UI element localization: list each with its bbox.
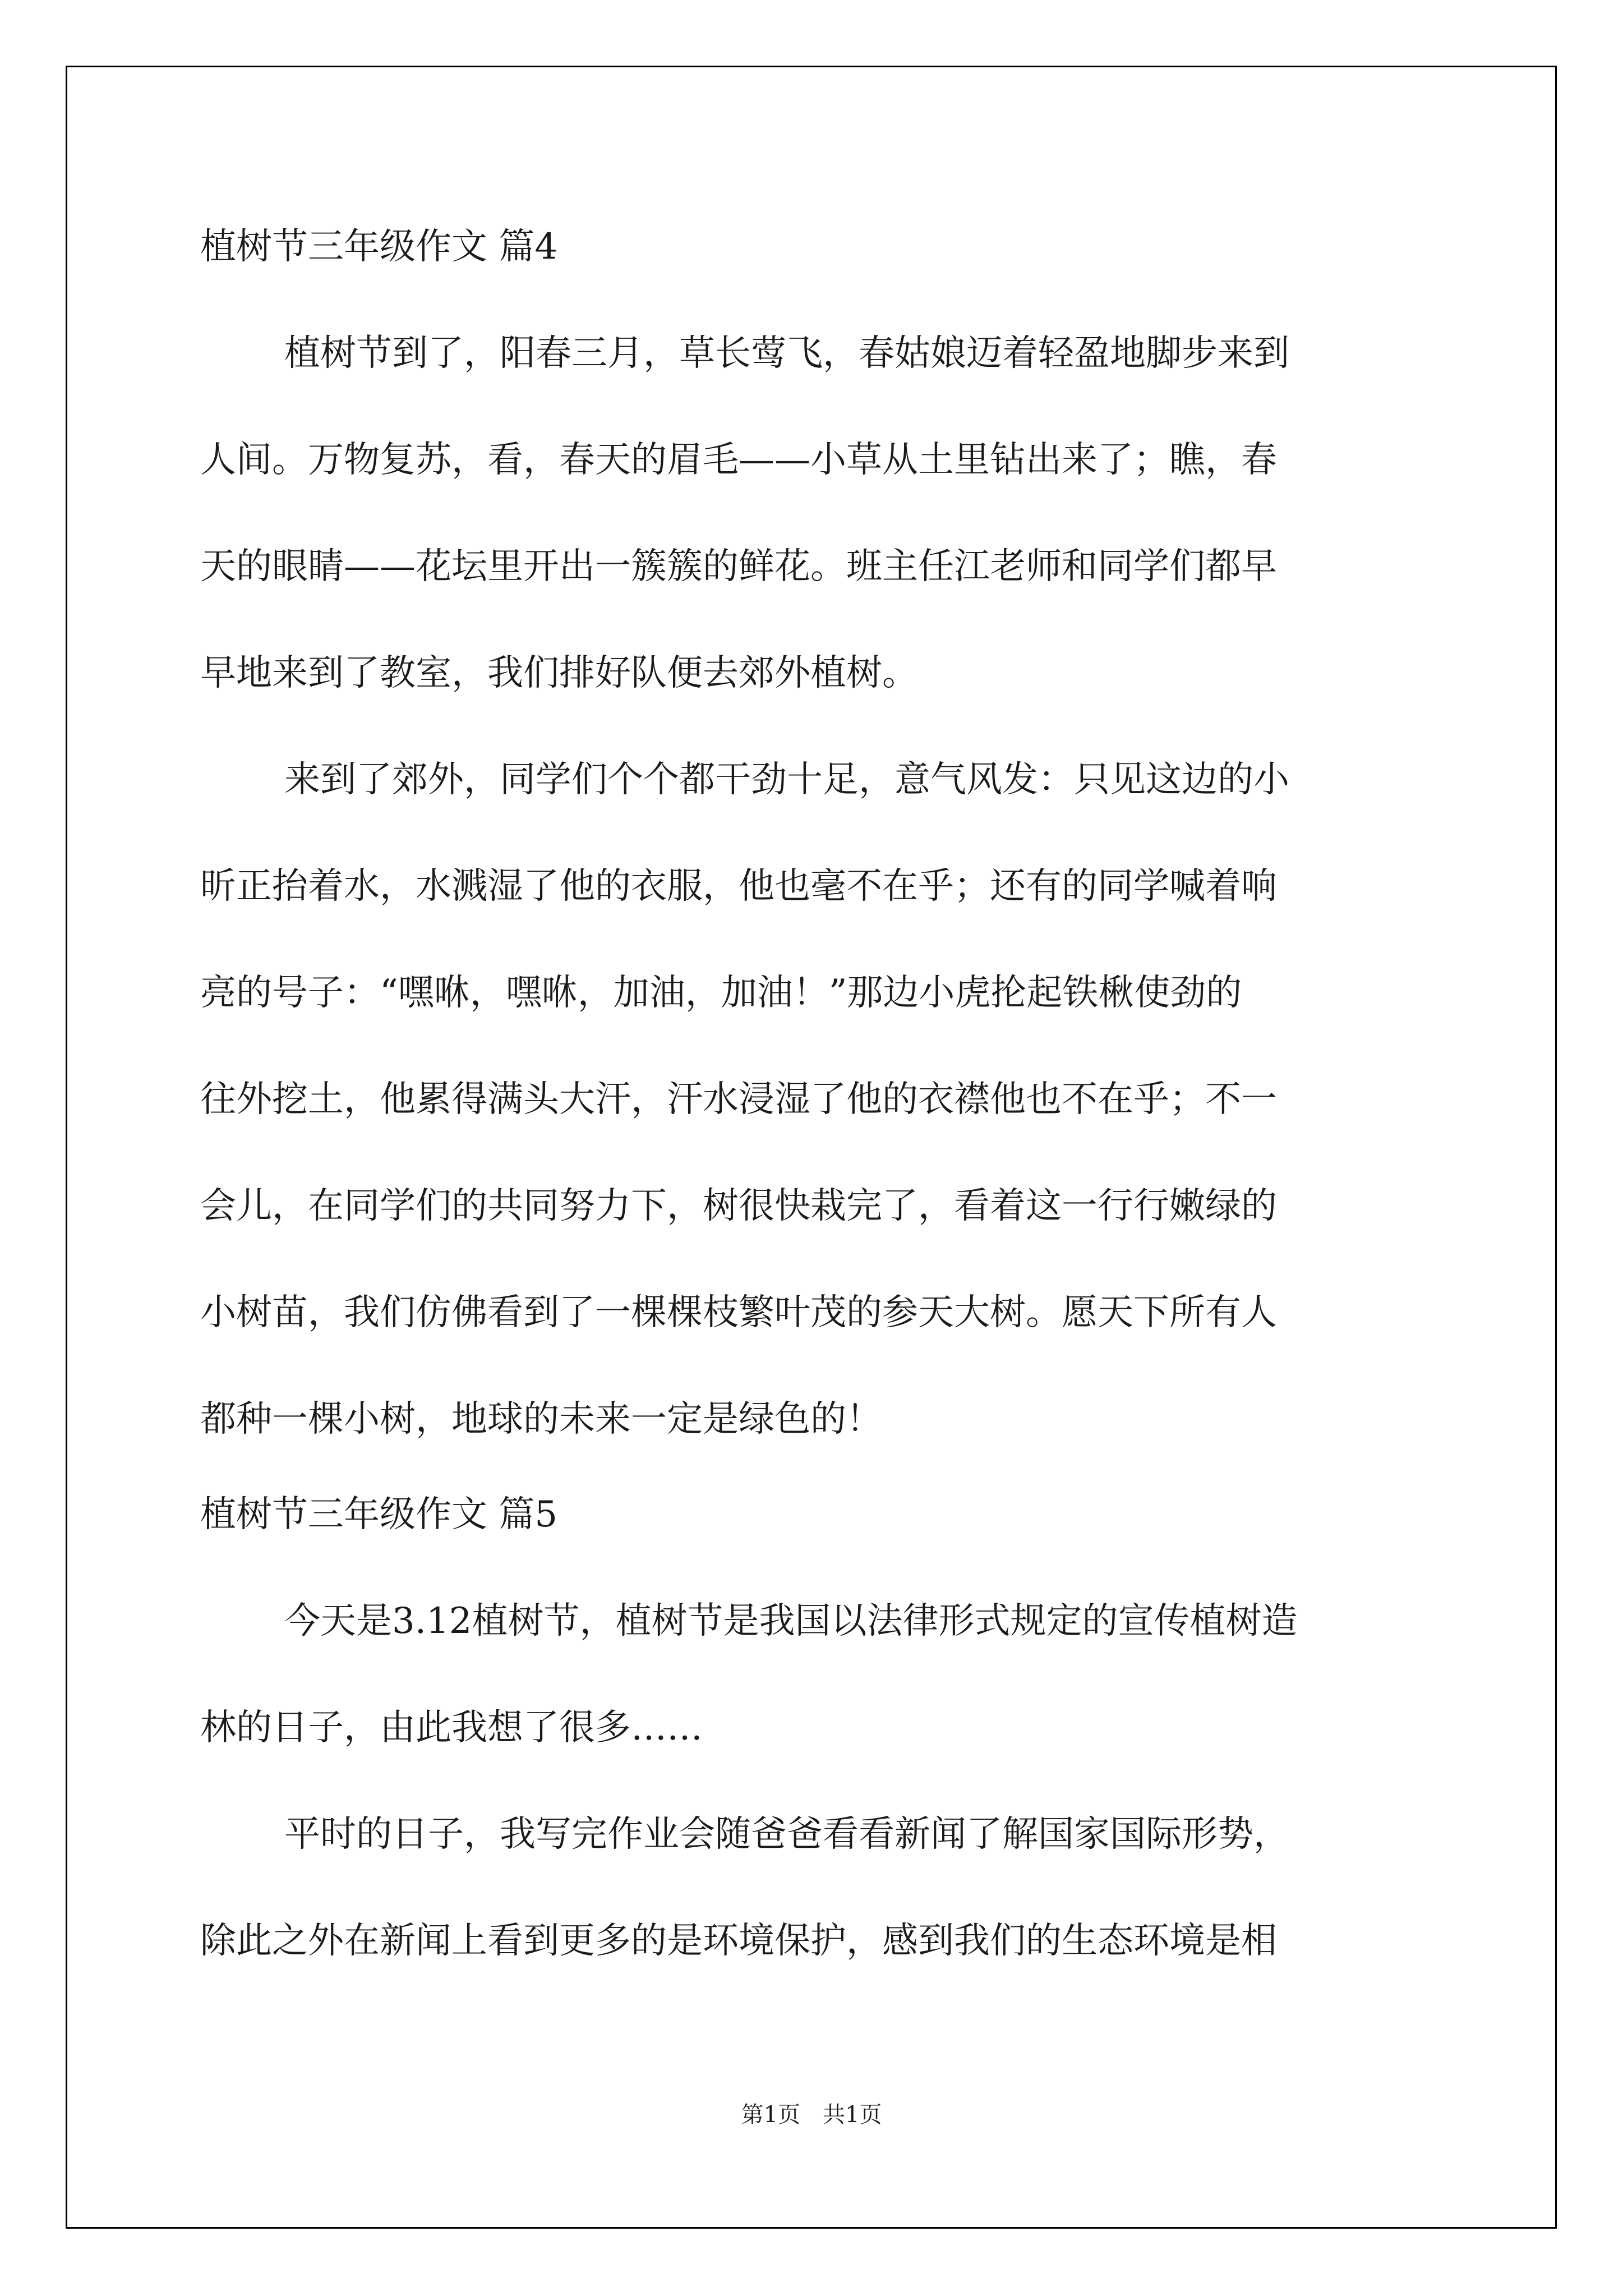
document-body [200,219,1434,2019]
text-line: 都种一棵小树，地球的未来一定是绿色的！ [200,1398,882,1440]
text-line: 天的眼睛——花坛里开出一簇簇的鲜花。班主任江老师和同学们都早 [200,546,1277,587]
text-line: 小树苗，我们仿佛看到了一棵棵枝繁叶茂的参天大树。愿天下所有人 [200,1292,1277,1333]
section-4 [200,219,1434,1447]
text-line: 林的日子，由此我想了很多…… [200,1707,703,1749]
paragraph [200,752,1434,1447]
text-line: 今天是3.12植树节，植树节是我国以法律形式规定的宣传植树造 [284,1600,1298,1642]
section-heading: 植树节三年级作文 篇5 [200,1494,558,1535]
text-line: 早地来到了教室，我们排好队便去郊外植树。 [200,652,918,694]
text-line: 平时的日子，我写完作业会随爸爸看看新闻了解国家国际形势， [284,1814,1289,1855]
paragraph [200,325,1434,701]
text-line: 植树节到了，阳春三月，草长莺飞，春姑娘迈着轻盈地脚步来到 [284,333,1289,374]
paragraph [200,1593,1434,1756]
text-line: 除此之外在新闻上看到更多的是环境保护，感到我们的生态环境是相 [200,1920,1277,1962]
text-line: 来到了郊外，同学们个个都干劲十足，意气风发：只见这边的小 [284,759,1289,800]
paragraph [200,1806,1434,1969]
text-line: 人间。万物复苏，看，春天的眉毛——小草从土里钻出来了；瞧，春 [200,439,1277,481]
text-line: 亮的号子：“嘿咻，嘿咻，加油，加油！”那边小虎抡起铁楸使劲的 [200,972,1242,1014]
section-heading: 植树节三年级作文 篇4 [200,226,558,268]
text-line: 昕正抬着水，水溅湿了他的衣服，他也毫不在乎；还有的同学喊着响 [200,866,1277,907]
section-5 [200,1487,1434,1969]
text-line: 会儿，在同学们的共同努力下，树很快栽完了，看着这一行行嫩绿的 [200,1185,1277,1227]
text-line: 往外挖土，他累得满头大汗，汗水浸湿了他的衣襟他也不在乎；不一 [200,1079,1277,1120]
page-number-footer: 第1页 共1页 [741,2102,882,2128]
